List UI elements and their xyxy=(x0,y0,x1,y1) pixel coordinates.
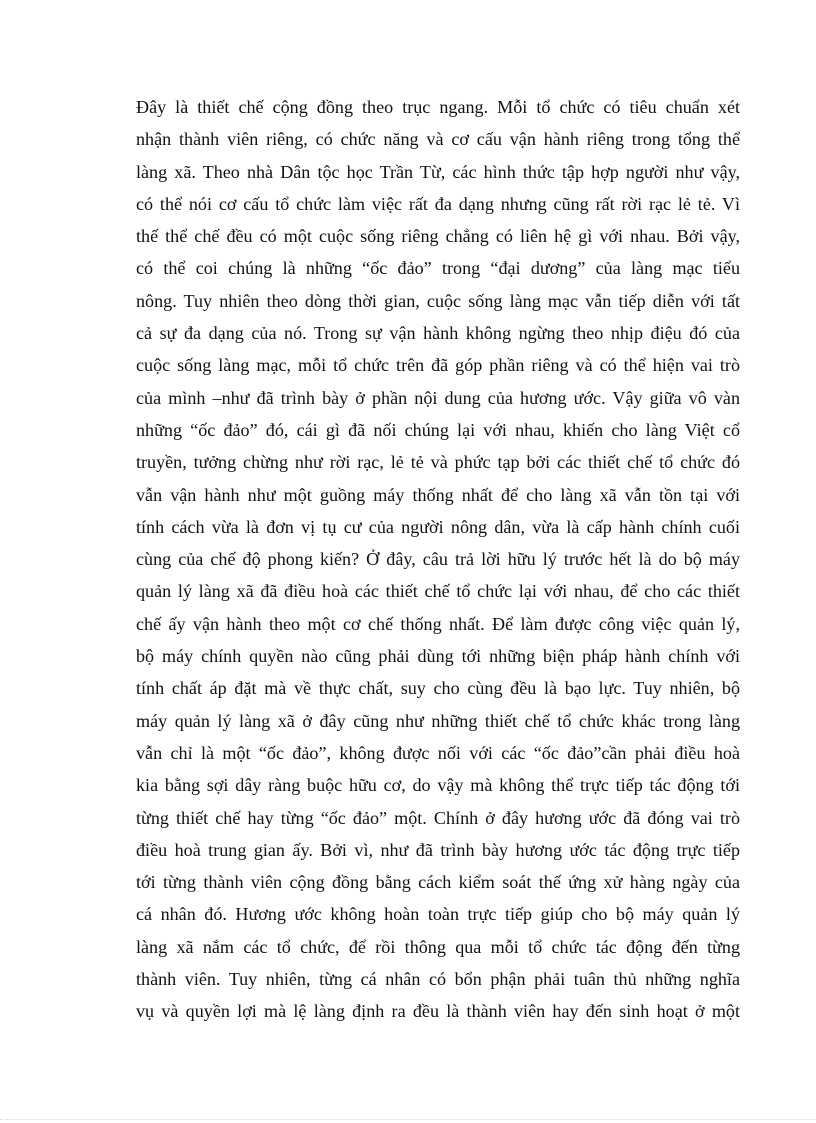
text-line: nông. Tuy nhiên theo dòng thời gian, cuộc sống làng mạc vẫn tiếp diễn với tất xyxy=(136,290,740,311)
text-line: làng xã nắm các tổ chức, để rồi thông qua mỗi tổ chức tác động đến từng xyxy=(136,936,740,957)
text-line: từng thiết chế hay từng “ốc đảo” một. Chính ở đây hương ước đã đóng vai trò xyxy=(136,807,740,828)
text-line: tới từng thành viên cộng đồng bằng cách kiểm soát thế ứng xử hàng ngày của xyxy=(136,872,740,893)
text-line: quản lý làng xã đã điều hoà các thiết chế tổ chức lại với nhau, để cho các thiết xyxy=(136,581,740,602)
text-line: của mình –như đã trình bày ở phần nội dung của hương ước. Vậy giữa vô vàn xyxy=(136,387,740,408)
text-line: nhận thành viên riêng, có chức năng và cơ cấu vận hành riêng trong tổng thể xyxy=(136,129,740,150)
text-line: tính cách vừa là đơn vị tụ cư của người nông dân, vừa là cấp hành chính cuối xyxy=(136,516,740,537)
text-line: có thể coi chúng là những “ốc đảo” trong “đại dương” của làng mạc tiểu xyxy=(136,258,740,279)
body-paragraph xyxy=(136,91,740,1028)
text-line: làng xã. Theo nhà Dân tộc học Trần Từ, các hình thức tập hợp người như vậy, xyxy=(136,161,740,182)
text-line: truyền, tưởng chừng như rời rạc, lẻ tẻ và phức tạp bởi các thiết chế tổ chức đó xyxy=(136,452,740,473)
text-line: kia bằng sợi dây ràng buộc hữu cơ, do vậy mà không thể trực tiếp tác động tới xyxy=(136,775,740,796)
text-line: cả sự đa dạng của nó. Trong sự vận hành không ngừng theo nhịp điệu đó của xyxy=(136,323,740,344)
text-line: cuộc sống làng mạc, mỗi tổ chức trên đã góp phần riêng và có thể hiện vai trò xyxy=(136,355,740,376)
text-line: vẫn vận hành như một guồng máy thống nhất để cho làng xã vẫn tồn tại với xyxy=(136,484,740,505)
text-line: tính chất áp đặt mà về thực chất, suy cho cùng đều là bạo lực. Tuy nhiên, bộ xyxy=(136,678,740,699)
text-line: máy quản lý làng xã ở đây cũng như những thiết chế tổ chức khác trong làng xyxy=(136,710,740,731)
text-line: điều hoà trung gian ấy. Bởi vì, như đã trình bày hương ước tác động trực tiếp xyxy=(136,839,740,860)
text-line: cùng của chế độ phong kiến? Ở đây, câu trả lời hữu lý trước hết là do bộ máy xyxy=(136,549,740,570)
text-line: cá nhân đó. Hương ước không hoàn toàn trực tiếp giúp cho bộ máy quản lý xyxy=(136,904,740,925)
page-edge-divider xyxy=(0,1119,816,1120)
text-line: có thể nói cơ cấu tổ chức làm việc rất đa dạng nhưng cũng rất rời rạc lẻ tẻ. Vì xyxy=(136,193,740,214)
text-line: Đây là thiết chế cộng đồng theo trục ngang. Mỗi tổ chức có tiêu chuẩn xét xyxy=(136,97,740,117)
text-line: những “ốc đảo” đó, cái gì đã nối chúng lại với nhau, khiến cho làng Việt cổ xyxy=(136,419,740,440)
text-line: vẫn chỉ là một “ốc đảo”, không được nối với các “ốc đảo”cần phải điều hoà xyxy=(136,742,740,763)
text-line: vụ và quyền lợi mà lệ làng định ra đều là thành viên hay đến sinh hoạt ở một xyxy=(136,1001,740,1022)
text-line: bộ máy chính quyền nào cũng phải dùng tới những biện pháp hành chính với xyxy=(136,646,740,667)
text-line: thế thể chế đều có một cuộc sống riêng chẳng có liên hệ gì với nhau. Bởi vậy, xyxy=(136,226,740,247)
text-line: thành viên. Tuy nhiên, từng cá nhân có bổn phận phải tuân thủ những nghĩa xyxy=(136,969,740,990)
text-line: chế ấy vận hành theo một cơ chế thống nhất. Để làm được công việc quản lý, xyxy=(136,613,740,634)
